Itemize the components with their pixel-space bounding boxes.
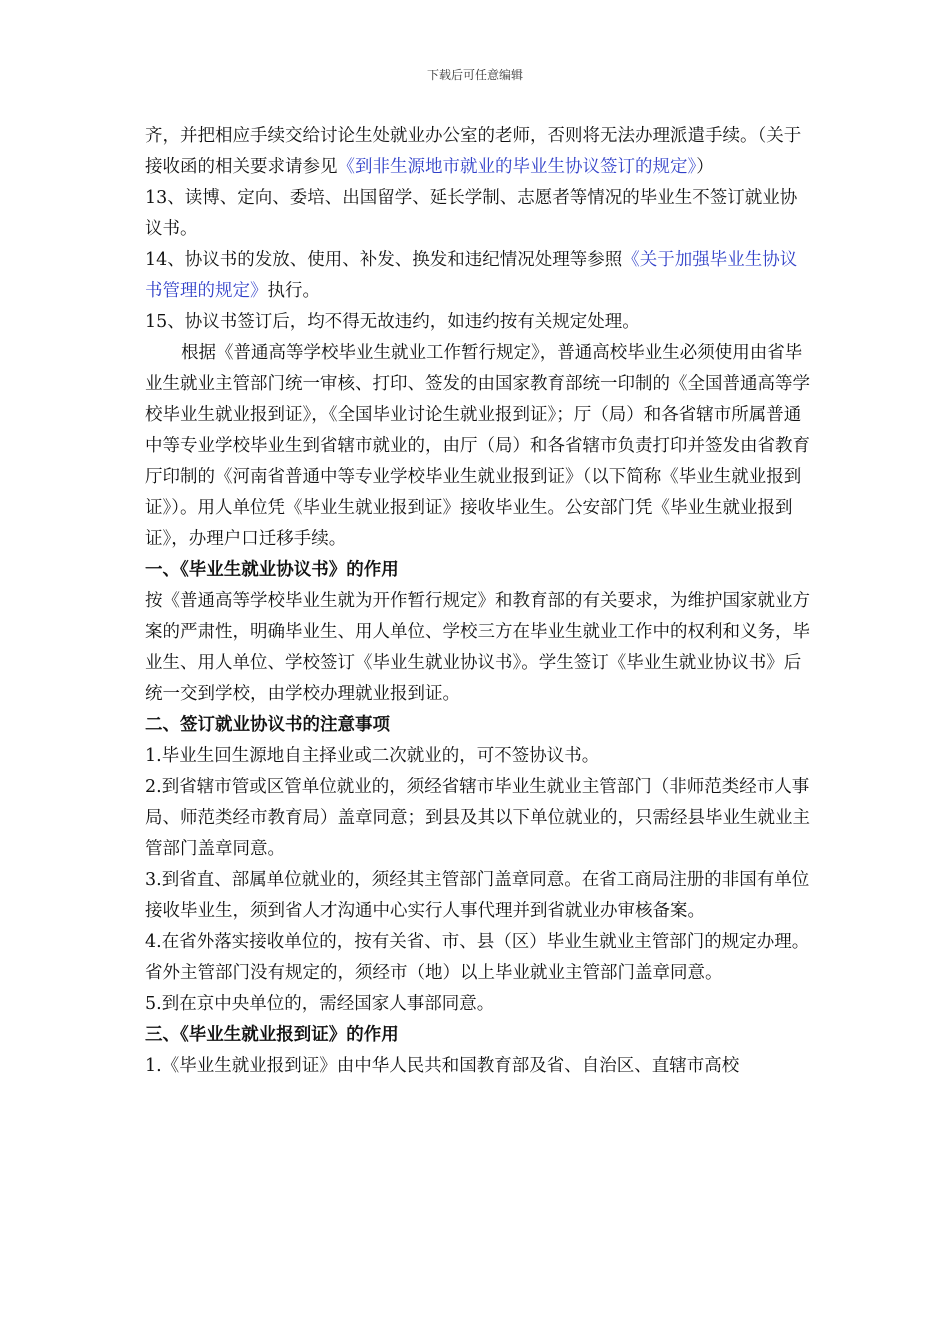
list-item: 5.到在京中央单位的，需经国家人事部同意。: [145, 994, 495, 1014]
document-body: [145, 121, 813, 1082]
page-header: 下载后可任意编辑: [426, 68, 523, 82]
section-heading: 二、签订就业协议书的注意事项: [145, 715, 390, 735]
paragraph: [145, 245, 813, 307]
list-item: 4.在省外落实接收单位的，按有关省、市、县（区）毕业生就业主管部门的规定办理。省外主管部门没有规定的，须经市（地）以上毕业就业主管部门盖章同意。: [145, 932, 810, 983]
list-item: 1.《毕业生就业报到证》由中华人民共和国教育部及省、自治区、直辖市高校: [145, 1056, 740, 1076]
section-heading: 三、《毕业生就业报到证》的作用: [145, 1025, 399, 1045]
paragraph-text: 14、协议书的发放、使用、补发、换发和违纪情况处理等参照: [145, 250, 623, 270]
paragraph: 15、协议书签订后，均不得无故违约，如违约按有关规定处理。: [145, 312, 640, 332]
section-heading: 一、《毕业生就业协议书》的作用: [145, 560, 399, 580]
list-item: 1.毕业生回生源地自主择业或二次就业的，可不签协议书。: [145, 746, 600, 766]
paragraph-text: ）: [696, 157, 714, 177]
regulation-link[interactable]: 《关于加强毕业生协议书管理的规定》: [145, 250, 798, 301]
paragraph-text: 齐，并把相应手续交给讨论生处就业办公室的老师，否则将无法办理派遣手续。（关于接收函的相关要求请参见: [145, 126, 802, 177]
paragraph: 根据《普通高等学校毕业生就业工作暂行规定》，普通高校毕业生必须使用由省毕业生就业主管部门统一审核、打印、签发的由国家教育部统一印制的《全国普通高等学校毕业生就业报到证》，《全国毕业讨论生就业报到证》；厅（局）和各省辖市所属普通中等专业学校毕业生到省辖市就业的，由厅（局）和各省辖市负责打印并签发由省教育厅印制的《河南省普通中等专业学校毕业生就业报到证》（以下简称《毕业生就业报到证》）。用人单位凭《毕业生就业报到证》接收毕业生。公安部门凭《毕业生就业报到证》，办理户口迁移手续。: [145, 343, 810, 549]
paragraph-text: 执行。: [267, 281, 320, 301]
paragraph: [145, 121, 813, 183]
paragraph: 13、读博、定向、委培、出国留学、延长学制、志愿者等情况的毕业生不签订就业协议书。: [145, 188, 798, 239]
regulation-link[interactable]: 《到非生源地市就业的毕业生协议签订的规定》: [337, 157, 697, 177]
paragraph: 按《普通高等学校毕业生就为开作暂行规定》和教育部的有关要求，为维护国家就业方案的严肃性，明确毕业生、用人单位、学校三方在毕业生就业工作中的权利和义务，毕业生、用人单位、学校签订《毕业生就业协议书》。学生签订《毕业生就业协议书》后统一交到学校，由学校办理就业报到证。: [145, 591, 810, 704]
list-item: 3.到省直、部属单位就业的，须经其主管部门盖章同意。在省工商局注册的非国有单位接收毕业生，须到省人才沟通中心实行人事代理并到省就业办审核备案。: [145, 870, 810, 921]
list-item: 2.到省辖市管或区管单位就业的，须经省辖市毕业生就业主管部门（非师范类经市人事局、师范类经市教育局）盖章同意；到县及其以下单位就业的，只需经县毕业生就业主管部门盖章同意。: [145, 777, 810, 859]
